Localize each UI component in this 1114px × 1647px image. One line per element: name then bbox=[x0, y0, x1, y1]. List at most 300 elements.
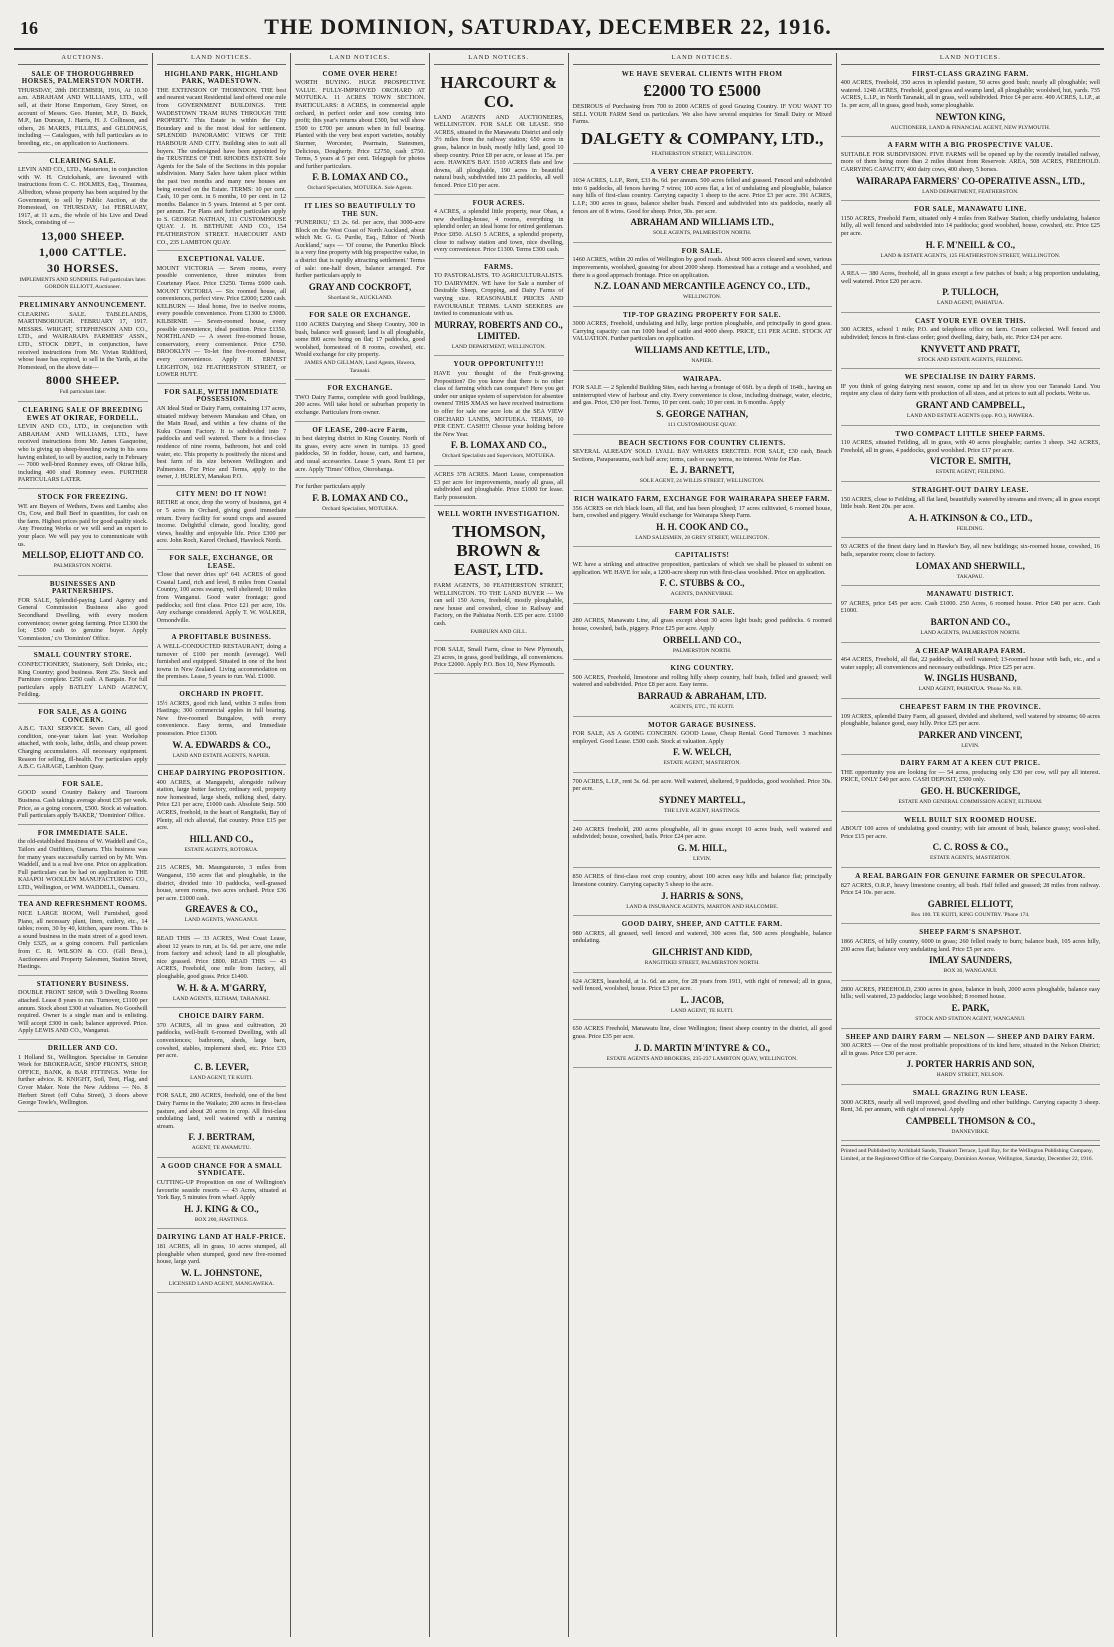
ad-body: HAVE you thought of the Fruit-growing Proposition? Do you know that there is no other class of farming which can compare? Here you get under our unique system of supervision for absentee owners! THIS XMAS we have received instructions to offer for sale one acre lots at the SEA VIEW ORCHARD LANDS, MOTUEKA. TERMS, 10 PER CENT. CASH!!! Choose your holding before the New Year. bbox=[433, 370, 564, 438]
ad-body: FOR SALE, AS A GOING CONCERN. GOOD Lease, Cheap Rental. Good Turnover. 3 machines employed. Good Lease. £500 cash. Stock at valuation. Apply bbox=[572, 730, 832, 745]
ad-address: RANGITIKEI STREET, PALMERSTON NORTH. bbox=[644, 960, 760, 966]
ad-body: WORTH BUYING. HUGE PROSPECTIVE VALUE. FULLY-IMPROVED ORCHARD AT MOTUEKA. 11 ACRES TOWN SECTION. PARTICULARS: 8 ACRES, in commercial apple orchard, in perfect order and now coming into profit; this year's returns about £300, but will show £500 to £700 per annum when in full bearing. Planted with the very best export varieties, notably Sturmer, Worcester, Pearmain, Statesmen, Delicious, Dougherty. Price £2750, cash £750. Terms, 5 years at 5 per cent. Telegraph for photos and further particulars. bbox=[295, 79, 425, 170]
classified-ad bbox=[18, 706, 148, 776]
ad-address: PALMERSTON NORTH. bbox=[672, 647, 732, 654]
ad-address: AGENTS, DANNEVIRKE. bbox=[670, 591, 734, 598]
ad-heading: FARM FOR SALE. bbox=[669, 607, 736, 616]
ad-heading: ORCHARD IN PROFIT. bbox=[179, 689, 264, 698]
ad-heading: CHOICE DAIRY FARM. bbox=[178, 1012, 265, 1021]
ad-address: THE LIVE AGENT, HASTINGS. bbox=[663, 808, 741, 815]
ad-heading: BEACH SECTIONS FOR COUNTRY CLIENTS. bbox=[618, 438, 786, 447]
ad-heading: FOR SALE. bbox=[681, 246, 723, 255]
ad-heading: YOUR OPPORTUNITY!!! bbox=[453, 360, 544, 369]
classified-ad bbox=[841, 983, 1100, 1029]
ad-heading: A VERY CHEAP PROPERTY. bbox=[650, 167, 754, 176]
classified-ad bbox=[157, 488, 287, 550]
ad-body: LEVIN AND CO., LTD., Masterton, in conjunction with W. H. Cruickshank, are favoured with instructions from C. C. HOLMES, Esq., Tiraumea, Alfredton, whose property has been acquired by the Government, to sell by Public Auction, at the Homestead, on THURSDAY, 1st FEBRUARY, 1917, at 11 a.m., the whole of his Live and Dead Stock, consisting of — bbox=[18, 166, 148, 227]
classified-ad bbox=[573, 166, 832, 243]
ad-body: DOUBLE FRONT SHOP, with 3 Dwelling Rooms attached. Lease 8 years to run. Turnover, £1100 per annum. Stock about £300 at valuation. No Goodwill required. Owner is a single man and is enlisting. Will accept £300 in cash; balance approved. Price. Apply LEWIS AND CO., Wanganui. bbox=[18, 989, 148, 1035]
ad-address: FEILDING. bbox=[956, 525, 984, 532]
ad-body: A.B.C. TAXI SERVICE. Seven Cars, all good condition, one-year taken last year. Workshop attached, with tools, lathe, drills, and cheap power. Charging accumulators. All necessary equipment. Reason for selling, ill-health. For particulars apply A.B.C. GARAGE, Lambton Quay. bbox=[18, 725, 148, 771]
ad-body: NICE LARGE ROOM, Well Furnished, good Piano, all necessary plant, linen, cutlery, etc., 14 tables; room, 30 by 40, kitchen, spare room. This is a sound business in the main street of a good town. Only £325, as a going concern. Full particulars from C. R. WILSON & CO. (Gill Bros.), Auctioneers and Property Salesmen, Station Street, Hastings. bbox=[18, 910, 148, 971]
classified-ad bbox=[18, 827, 148, 897]
ad-heading: IT LIES SO BEAUTIFULLY TO THE SUN. bbox=[304, 201, 416, 218]
ad-advertiser: A. H. ATKINSON & CO., LTD., bbox=[908, 512, 1033, 523]
ad-advertiser: WILLIAMS AND KETTLE, LTD., bbox=[634, 345, 770, 356]
ad-address: NAPIER. bbox=[691, 358, 713, 365]
classified-ad bbox=[434, 68, 564, 195]
ad-heading: A FARM WITH A BIG PROSPECTIVE VALUE. bbox=[887, 141, 1054, 150]
ad-body: LEVIN AND CO., LTD., in conjunction with ABRAHAM AND WILLIAMS, LTD., have received instructions from Mr. James Gasquoine, who is giving up sheep-breeding owing to his sons having enlisted, to sell by auction, early in February — 7000 well-bred Romney ewes, off Okirae hills, including 400 stud Romney ewes. FURTHER PARTICULARS LATER. bbox=[18, 423, 148, 484]
ad-body: 3000 ACRES, nearly all well improved, good dwelling and other buildings. Carrying capacity 3 sheep. Rent, 3d. per annum, with right of renewal. Apply bbox=[840, 1098, 1100, 1114]
ad-address: FAIRBURN AND GILL. bbox=[470, 628, 527, 635]
ad-body: CLEARING SALE. TABLELANDS, MARTINBOROUGH. FEBRUARY 17, 1917. MESSRS. WRIGHT, STEPHENSON AND CO., LTD., and WAIRARAPA FARMERS' ASSN., LTD., STOCK DEPT., in conjunction, have received instructions from Mr. Vivian Riddiford, whose lease has expired, to sell in the Yards, at the Homestead, on the above date— bbox=[18, 310, 148, 371]
ad-advertiser: SYDNEY MARTELL, bbox=[658, 795, 746, 806]
ad-address: HARDY STREET, NELSON. bbox=[936, 1072, 1005, 1079]
classified-ad bbox=[841, 870, 1100, 924]
ad-advertiser: GREAVES & CO., bbox=[185, 904, 258, 915]
ad-advertiser: IMLAY SAUNDERS, bbox=[928, 955, 1012, 966]
ad-body: 215 ACRES, Mt. Maungaturoto, 3 miles from Wanganui, 150 acres flat and ploughable, in the district, divided into 10 paddocks, well-grassed house, seven rooms, two acres orchard. Price £36 per acre. £1000 cash. bbox=[156, 864, 287, 902]
ad-heading: FOR SALE. bbox=[62, 779, 104, 788]
ad-amount: £2000 TO £5000 bbox=[643, 81, 761, 101]
classified-ad bbox=[573, 245, 832, 307]
ad-heading: SHEEP AND DAIRY FARM — NELSON — SHEEP AND DAIRY FARM. bbox=[845, 1032, 1095, 1041]
ad-address: LAND SALESMEN, 28 GREY STREET, WELLINGTON. bbox=[635, 534, 769, 541]
ad-address: Orchard Specialists, MOTUEKA. bbox=[322, 505, 398, 512]
ad-heading: CAST YOUR EYE OVER THIS. bbox=[914, 316, 1026, 325]
ad-body: CONFECTIONERY, Stationery, Soft Drinks, etc.; King Country; good business. Rent 25s. Stock and Furniture complete. £250 cash. A Bargain. For full particulars apply BATLEY LAND AGENCY, Feilding. bbox=[18, 661, 148, 699]
ad-heading: OF LEASE, 200-acre Farm, bbox=[312, 425, 408, 434]
classified-ad bbox=[295, 424, 425, 479]
classified-ad bbox=[573, 719, 832, 773]
classified-ad bbox=[573, 823, 832, 869]
ad-heading: A GOOD CHANCE FOR A SMALL SYNDICATE. bbox=[160, 1161, 283, 1178]
ad-advertiser: WAIRARAPA FARMERS' CO-OPERATIVE ASSN., LTD., bbox=[856, 175, 1085, 186]
ad-heading: STOCK FOR FREEZING. bbox=[37, 492, 129, 501]
ad-heading: MANAWATU DISTRICT. bbox=[926, 590, 1015, 599]
ad-address: LAND AND ESTATE AGENTS (opp. P.O.), HAWERA. bbox=[906, 413, 1034, 420]
ad-heading: A CHEAP WAIRARAPA FARM. bbox=[915, 646, 1026, 655]
ad-heading: COME OVER HERE! bbox=[322, 69, 398, 78]
ad-heading: CITY MEN! DO IT NOW! bbox=[176, 489, 267, 498]
ad-body: 464 ACRES, Freehold, all flat, 22 paddocks, all well watered; 13-roomed house with bath, etc., and a water supply; all conveniences and necessary outbuildings. Price £25 per acre. bbox=[840, 656, 1100, 671]
column-header: LAND NOTICES. bbox=[295, 53, 425, 65]
ad-address: LEVIN. bbox=[961, 742, 980, 749]
column-header: LAND NOTICES. bbox=[434, 53, 564, 65]
ad-body: 370 ACRES, all in grass and cultivation, 20 paddocks, well-built 6-roomed Dwelling, with all conveniences; bathroom, sheds, large barn, cowshed, stables, implement shed, etc. Price £33 per acre. bbox=[156, 1021, 287, 1060]
ad-heading: DAIRY FARM AT A KEEN CUT PRICE. bbox=[900, 759, 1041, 768]
classified-ad bbox=[841, 315, 1100, 369]
page-title: THE DOMINION, SATURDAY, DECEMBER 22, 1916. bbox=[264, 14, 832, 39]
classified-ad bbox=[841, 814, 1100, 868]
classified-ad bbox=[18, 404, 148, 489]
ad-body: 'PUNERIKU,' £3 2s. 6d. per acre, that 3000-acre Block on the West Coast of North Auckland, about which Mr. G. G. Purdie, Esq., Editor of 'North Auckland,' says — 'Of course, the Puneriku Block is a very fine property with big prospective value, in a district that is rapidly attracting settlement.' Terms of sale: one-half down, balance arranged. For further particulars apply to bbox=[295, 219, 425, 280]
ad-advertiser: PARKER AND VINCENT, bbox=[918, 729, 1023, 740]
classified-ad bbox=[157, 552, 287, 629]
ad-lot: 13,000 SHEEP. bbox=[40, 228, 125, 243]
classified-ad bbox=[157, 688, 287, 765]
classified-ad bbox=[295, 68, 425, 198]
ad-heading: FOR SALE, EXCHANGE, OR LEASE. bbox=[169, 554, 274, 570]
ad-body: 1100 ACRES Dairying and Sheep Country, 300 in bush, balance well grassed; land is all ploughable, some 800 acres being on flat; 17 paddocks, good woolshed, homestead of 8 rooms, cowshed, etc. Would exchange for city property. bbox=[295, 321, 425, 359]
ad-address: STOCK AND STATION AGENT, WANGANUI. bbox=[915, 1015, 1026, 1022]
ad-body: SEVERAL ALREADY SOLD. LYALL BAY WHARES ERECTED. FOR SALE, £30 cash, Beach Sections, Paraparaumu, each half acre; terms, cash or easy terms, no interest. Write for Plan. bbox=[572, 448, 832, 463]
ad-heading: TEA AND REFRESHMENT ROOMS. bbox=[18, 900, 148, 909]
ad-advertiser: GRANT AND CAMPBELL, bbox=[915, 400, 1025, 411]
ad-address: ESTATE AGENTS, ROTORUA. bbox=[184, 846, 259, 853]
ad-advertiser: J. HARRIS & SONS, bbox=[661, 890, 743, 901]
ad-body: 2800 ACRES, FREEHOLD, 2300 acres in grass, balance in bush, 2000 acres ploughable, balance easy hills; well watered, 23 paddocks; large woolshed; 8 roomed house. bbox=[840, 985, 1100, 1001]
ad-address: LAND DEPARTMENT, FEATHERSTON. bbox=[922, 188, 1019, 195]
classified-ad bbox=[841, 926, 1100, 980]
ad-body: For further particulars apply bbox=[295, 483, 366, 491]
ad-advertiser: E. J. BARNETT, bbox=[669, 465, 735, 476]
ad-body: 3000 ACRES, Freehold, undulating and hilly, large portion ploughable, and principally in good grass. Carrying capacity: can run 1000 head of cattle and 4000 sheep. PRICE, £11 PER ACRE. STOCK AT VALUATION. Further particulars on application. bbox=[572, 320, 832, 343]
ad-heading: SMALL COUNTRY STORE. bbox=[33, 651, 132, 660]
ad-address: ESTATE AND GENERAL COMMISSION AGENT, ELTHAM. bbox=[898, 799, 1043, 806]
ad-address: DANNEVIRKE. bbox=[951, 1128, 990, 1135]
ad-body: 624 ACRES, leasehold, at 1s. 6d. an acre, for 28 years from 1911, with right of renewal; all in grass, well fenced, woolshed, house. Price £3 per acre. bbox=[572, 977, 832, 993]
ad-body: THE opportunity you are looking for — 54 acres, producing only £30 per cow, will pay all interest. PRICE, ONLY £40 per acre. CASH DEPOSIT, £500 only. bbox=[840, 768, 1100, 784]
ad-address: LICENSED LAND AGENT, MANGAWEKA. bbox=[168, 1280, 275, 1287]
classified-ad bbox=[434, 261, 564, 357]
ad-heading: A PROFITABLE BUSINESS. bbox=[171, 633, 272, 642]
classified-ad bbox=[573, 493, 832, 547]
classified-ad bbox=[157, 631, 287, 686]
ad-heading: FARMS. bbox=[484, 262, 514, 271]
ad-address: JAMES AND GILLMAN, Land Agents, Hawera, Taranaki. bbox=[304, 360, 416, 374]
ad-advertiser: NEWTON KING, bbox=[935, 111, 1006, 122]
ad-body: 1150 ACRES, Freehold Farm, situated only 4 miles from Railway Station, chiefly undulating, balance hilly, all well fenced and subdivided into 14 paddocks; good woolshed, house, cowshed, etc. Price £25 per acre. bbox=[840, 214, 1100, 237]
classified-ad bbox=[434, 643, 564, 674]
ad-body: CUTTING-UP Proposition on one of Wellington's favourite seaside resorts — 43 Acres, situated at York Bay, 5 minutes from wharf. Apply bbox=[156, 1179, 287, 1202]
ad-body: TWO Dairy Farms, complete with good buildings, 200 acres. Will take hotel or suburban property in exchange. Particulars from owner. bbox=[295, 393, 425, 416]
classified-ad bbox=[18, 1042, 148, 1112]
ad-body: A REA — 380 Acres, freehold, all in grass except a few patches of bush; a big proportion undulating, well watered. Price £20 per acre. bbox=[840, 270, 1100, 285]
ad-body: GOOD sound Country Bakery and Tearoom Business. Cash takings average about £35 per week. Price, as a going concern, £500. Stock at valuation. Full particulars apply 'BAKER,' 'Dominion' Office. bbox=[18, 789, 148, 820]
classified-ad bbox=[18, 68, 148, 153]
ad-body: SUITABLE FOR SUBDIVISION. FIVE FARMS will be opened up by the recently installed railway, more of them being more than 2 miles distant from Reservoir. AREA, 508 ACRES, FREEHOLD. CARRYING CAPACITY, 400 dairy cows, 400 sheep, 5 horses. bbox=[840, 150, 1100, 173]
ad-heading: A REAL BARGAIN FOR GENUINE FARMER OR SPECULATOR. bbox=[855, 872, 1086, 881]
ad-body: 4 ACRES, a splendid little property, near Ohau, a new dwelling-house, 4 rooms, everything in splendid order; an ideal home for retired gentleman. Price £850. ALSO 5 ACRES, a splendid property, close to railway station and town, nice dwelling, every convenience. Price £1300. Terms £300 cash. bbox=[433, 208, 564, 254]
classified-ad bbox=[841, 757, 1100, 811]
ad-address: LAND AGENT, PAHIATUA. 'Phone No. 8 B. bbox=[918, 686, 1023, 693]
ad-heading: CLEARING SALE. bbox=[49, 156, 117, 165]
classified-ad bbox=[841, 701, 1100, 755]
ad-advertiser: F. C. STUBBS & CO., bbox=[659, 578, 745, 589]
classified-ad bbox=[18, 299, 148, 402]
ad-address: LAND AGENT, PAHIATUA. bbox=[936, 300, 1004, 307]
ad-lot: 8000 SHEEP. bbox=[45, 373, 120, 388]
ad-address: ESTATE AGENT, MASTERTON. bbox=[663, 760, 741, 767]
ad-heading: WELL BUILT SIX ROOMED HOUSE. bbox=[903, 815, 1037, 824]
classified-ad bbox=[295, 309, 425, 380]
ad-heading: FOR SALE, MANAWATU LINE. bbox=[914, 205, 1027, 214]
ad-advertiser: ABRAHAM AND WILLIAMS LTD., bbox=[630, 217, 774, 228]
column-header: LAND NOTICES. bbox=[573, 53, 832, 65]
ad-heading: CHEAPEST FARM IN THE PROVINCE. bbox=[899, 702, 1042, 711]
ad-body: 400 ACRES, at Mangapehi, alongside railway station, large butter factory, ordinary soil, property now homestead, large sheds, milking shed, dairy. Price £21 per acre, £1000 cash. Absolute Snip. 500 ACRES, freehold, in the heart of Rangitaiki, Bay of Plenty, all rich alluvial, flat country. Price £15 per acre. bbox=[156, 778, 287, 832]
ad-body: in best dairying district in King Country. North of its grass, every acre sown in turnips. 13 good paddocks, 50 in fodder, house, cart, and harness, and usual accessories. Lease 5 years. Rent £1 per acre. Apply 'Times' Office, Otorohanga. bbox=[295, 435, 425, 473]
ad-body: FOR SALE, Small Farm, close to New Plymouth, 23 acres, in grass, good buildings, all conveniences. Price £2000. Apply P.O. Box 10, New Plymouth. bbox=[433, 646, 564, 669]
classified-ad bbox=[573, 606, 832, 660]
classified-ad bbox=[295, 480, 425, 518]
ad-address: PALMERSTON NORTH. bbox=[53, 563, 113, 570]
ad-body: 400 ACRES, Freehold, 350 acres in splendid pasture, 50 acres good bush; nearly all ploughable; well watered. 1248 ACRES, Freehold, good grass and swamp land, all ploughable; woolshed, hut, yards. 735 ACRES, L.I.P., in North Taranaki, all in grass, well subdivided. Price £4 per acre. 400 ACRES, L.I.P., at 1s. per acre, all in grass, good bush, some ploughable. bbox=[840, 79, 1100, 109]
ad-body: THURSDAY, 28th DECEMBER, 1916, At 10.30 a.m. ABRAHAM AND WILLIAMS, LTD., will sell, at their Horse Emporium, Grey Street, on account of Messrs. Geo. Hunter, M.P., D. Buick, M.P., Ian Duncan, J. Harris, H. J. Collinson, and others, 26 MARES, FILLIES, and GELDINGS, including — Catalogues, with full particulars as to breeding, etc., on application to Auctioneers. bbox=[18, 86, 148, 147]
classified-ad bbox=[18, 578, 148, 648]
ad-address: WELLINGTON. bbox=[682, 294, 722, 301]
ad-body: 300 ACRES, school 1 mile; P.O. and telephone office on farm. Cream collected. Well fenced and subdivided; fences in first-class order; good dwelling, dairy, bails, etc. Price £24 per acre. bbox=[840, 326, 1100, 342]
ad-lot: 30 HORSES. bbox=[46, 260, 119, 275]
ad-advertiser: W. A. EDWARDS & CO., bbox=[172, 739, 271, 750]
classified-ad bbox=[841, 1031, 1100, 1085]
ad-advertiser: HILL AND CO., bbox=[189, 833, 254, 844]
ad-list bbox=[573, 166, 832, 1069]
ad-heading: SALE OF THOROUGHBRED HORSES, PALMERSTON NORTH. bbox=[21, 69, 144, 86]
ad-advertiser: L. JACOB, bbox=[680, 994, 724, 1005]
ad-advertiser: THOMSON, BROWN & EAST, LTD. bbox=[452, 521, 546, 579]
ad-advertiser: KNYVETT AND PRATT, bbox=[920, 343, 1020, 354]
ad-body: 650 ACRES Freehold, Manawatu line, close Wellington; finest sheep country in the district, all good grass. Price £35 per acre. bbox=[572, 1025, 832, 1040]
ad-body: FOR SALE — 2 Splendid Building Sites, each having a frontage of 66ft. by a depth of 164ft., having an uninterrupted view of harbour and city. Every convenience is close, including drainage, water, electric, and gas. Price, £30 per foot. Terms, 10 per cent. cash; 10 per cent. in 6 months. Apply bbox=[572, 384, 832, 407]
ad-body: ACRES 378 ACRES. Maori Lease, compensation £3 per acre for improvements, nearly all grass, all subdivided and ploughable. Price £1000 for lease. Early possession. bbox=[433, 470, 564, 501]
ad-advertiser: F. J. BERTRAM, bbox=[188, 1132, 255, 1143]
ad-address: LAND DEPARTMENT, WELLINGTON. bbox=[451, 343, 546, 350]
ad-body: 15½ ACRES, good rich land, within 3 miles from Hastings; 300 commercial apples in full bearing. New five-roomed Bungalow, with every convenience. Easy terms, and Immediate possession. Price £1300. bbox=[156, 699, 287, 737]
ad-advertiser: ORBELL AND CO., bbox=[662, 634, 742, 645]
ad-heading: CHEAP DAIRYING PROPOSITION. bbox=[157, 769, 286, 778]
column-land-notices-4 bbox=[569, 53, 837, 1637]
ad-advertiser: F. B. LOMAX AND CO., bbox=[312, 172, 408, 183]
ad-advertiser: BARRAUD & ABRAHAM, LTD. bbox=[637, 690, 767, 701]
ad-advertiser: GILCHRIST AND KIDD, bbox=[652, 947, 753, 957]
ad-body: 93 ACRES of the finest dairy land in Hawke's Bay, all new buildings; six-roomed house, cowshed, 16 bails, separator room; close to factory. bbox=[840, 543, 1100, 558]
ad-advertiser: HARCOURT & CO. bbox=[440, 72, 558, 111]
ad-body: 110 ACRES, situated Feilding, all in grass, with 40 acres ploughable; carries 3 sheep. 342 ACRES, Freehold, all in grass, 4 paddocks, good woolshed. Price £17 per acre. bbox=[840, 439, 1100, 454]
classified-ad bbox=[18, 898, 148, 975]
column-land-notices-2 bbox=[291, 53, 430, 1637]
classified-ad bbox=[157, 1160, 287, 1230]
ad-heading: HIGHLAND PARK, HIGHLAND PARK, WADESTOWN. bbox=[164, 69, 279, 86]
ad-advertiser: BARTON AND CO., bbox=[930, 616, 1011, 627]
ad-advertiser: GEO. H. BUCKERIDGE, bbox=[920, 786, 1021, 797]
ad-heading: SMALL GRAZING RUN LEASE. bbox=[912, 1088, 1028, 1097]
classified-ad bbox=[841, 68, 1100, 138]
ad-heading: DRILLER AND CO. bbox=[47, 1043, 118, 1052]
ad-body: 827 ACRES, O.R.P., heavy limestone country, all bush. Half felled and grassed; 28 miles from railway. Price £4 10s. per acre. bbox=[840, 881, 1100, 897]
ad-address: LAND AGENTS, WANGANUI. bbox=[184, 917, 259, 924]
classified-ad bbox=[573, 775, 832, 821]
classified-ad bbox=[157, 767, 287, 859]
classified-ad bbox=[18, 649, 148, 704]
classified-ad bbox=[573, 549, 832, 603]
ad-advertiser: MELLSOP, ELIOTT AND CO. bbox=[22, 550, 144, 561]
ad-advertiser: H. F. M'NEILL & CO., bbox=[925, 239, 1015, 250]
classified-ad bbox=[573, 309, 832, 371]
ad-advertiser: H. J. KING & CO., bbox=[184, 1203, 259, 1214]
ad-body: 300 ACRES — One of the most profitable propositions of its kind here, situated in the Nelson District; all in grass. Price £30 per acre. bbox=[840, 1042, 1100, 1057]
ad-address: Orchard Specialists and Supervisors, MOTUEKA. bbox=[442, 453, 556, 460]
ad-address: 111 CUSTOMHOUSE QUAY. bbox=[667, 422, 737, 429]
ad-heading: DAIRYING LAND AT HALF-PRICE. bbox=[156, 1233, 286, 1242]
ad-advertiser: W. INGLIS HUSBAND, bbox=[924, 673, 1017, 684]
ad-address: Full particulars later. bbox=[59, 389, 107, 396]
ad-body: 1866 ACRES, of hilly country, 6000 in grass; 260 felled ready to burn; balance bush, 105 acres hilly, 200 acres flat; balance very undulating land. Price £5 per acre. bbox=[840, 938, 1100, 953]
ad-address: BOX 200, HASTINGS. bbox=[194, 1216, 249, 1223]
ad-lot: 1,000 CATTLE. bbox=[38, 244, 127, 259]
classified-ad bbox=[157, 861, 287, 930]
ad-body: 700 ACRES, L.I.P., rent 3s. 6d. per acre. Well watered, sheltered, 9 paddocks, good woolshed. Price 30s. per acre. bbox=[572, 777, 832, 793]
ad-address: IMPLEMENTS AND SUNDRIES. Full particulars later. GORDON ELLIOTT, Auctioneer. bbox=[19, 276, 147, 291]
column-header: LAND NOTICES. bbox=[841, 53, 1100, 65]
ad-address: ESTATE AGENT, FEILDING. bbox=[935, 469, 1006, 476]
ad-heading: STRAIGHT-OUT DAIRY LEASE. bbox=[911, 486, 1029, 494]
classified-ad bbox=[841, 540, 1100, 586]
ad-advertiser: F. B. LOMAX AND CO., bbox=[312, 492, 408, 503]
ad-address: FEATHERSTON STREET, WELLINGTON. bbox=[651, 150, 753, 157]
classified-ad bbox=[573, 662, 832, 716]
ad-advertiser: E. PARK, bbox=[951, 1002, 990, 1013]
ad-advertiser: P. TULLOCH, bbox=[942, 287, 999, 298]
ad-advertiser: VICTOR E. SMITH, bbox=[929, 456, 1011, 467]
ad-heading: CLEARING SALE OF BREEDING EWES AT OKIRAE, FORDELL. bbox=[22, 406, 144, 422]
column-land-notices-3 bbox=[430, 53, 569, 1637]
ad-address: LAND & ESTATE AGENTS, 125 FEATHERSTON STREET, WELLINGTON. bbox=[880, 252, 1061, 259]
ad-heading: WELL WORTH INVESTIGATION. bbox=[437, 510, 560, 519]
ad-body: AN Ideal Stud or Dairy Farm, containing 137 acres, situated midway between Manakau and Ohau, on the Main Road, and within a few chains of the Kuku Cream Factory. It is subdivided into 7 paddocks and well watered. There is a first-class residence of nine rooms, bathroom, hot and cold water, etc. This property is positively the nicest and best farm of its size between Wellington and Palmerston. For Price and Terms, apply to the owner, J. HURLEY, Manakau P.O. bbox=[156, 404, 287, 481]
classified-ad bbox=[18, 155, 148, 298]
ad-address: LAND AGENTS, PALMERSTON NORTH. bbox=[920, 629, 1021, 636]
ad-body: 150 ACRES, close to Feilding, all flat land, beautifully watered by streams and rivers; all in grass except little bush. Rent 20s. per acre. bbox=[840, 495, 1100, 511]
ad-heading: FOR SALE, WITH IMMEDIATE POSSESSION. bbox=[164, 387, 279, 404]
ad-address: AUCTIONEER, LAND & FINANCIAL AGENT, NEW PLYMOUTH. bbox=[890, 124, 1051, 131]
ad-address: STOCK AND ESTATE AGENTS, FEILDING. bbox=[917, 356, 1024, 363]
ad-body: 97 ACRES, price £45 per acre. Cash £1000. 250 Acres, 6 roomed house. Price £40 per acre. Cash £1000. bbox=[840, 599, 1100, 615]
classified-ad bbox=[157, 68, 287, 252]
column-header: AUCTIONS. bbox=[18, 53, 148, 65]
ad-body: FOR SALE, 280 ACRES, freehold, one of the best Dairy Farms in the Waikato; 200 acres in first-class pasture, and about 20 acres in crop. All first-class undulating land, well watered with a running stream. bbox=[156, 1092, 287, 1130]
classified-ad bbox=[18, 978, 148, 1040]
columns bbox=[14, 53, 1104, 1637]
classified-ad bbox=[573, 373, 832, 435]
column-land-notices-1 bbox=[153, 53, 292, 1637]
ad-body: 1034 ACRES, L.I.P., Rent, £33 8s. 6d. per annum. 500 acres felled and grassed. Fenced and subdivided into 6 paddocks, all fences having 7 wires; 100 acres flat, a lot of undulating and ploughable, balance easy hills of first-class country. Carrying capacity 1 sheep to the acre. Price £3 per acre. 391 ACRES, L.I.P.; 300 acres in grass, balance shelter bush. Fenced and subdivided into six paddocks, nearly all fences are of 8 wires. Good for sheep. Price, 30s. per acre. bbox=[572, 177, 832, 215]
ad-address: BOX 30, WANGANUI. bbox=[943, 968, 998, 975]
classified-ad bbox=[573, 975, 832, 1021]
ad-heading: WE SPECIALISE IN DAIRY FARMS. bbox=[904, 373, 1036, 382]
ad-heading: FOR SALE OR EXCHANGE. bbox=[309, 311, 411, 320]
classified-ad bbox=[157, 932, 287, 1008]
ad-heading: RICH WAIKATO FARM, EXCHANGE FOR WAIRARAPA SHEEP FARM. bbox=[574, 495, 830, 503]
ad-advertiser: J. D. MARTIN M'INTYRE & CO., bbox=[634, 1042, 770, 1053]
ad-address: SOLE AGENT, 24 WILLIS STREET, WELLINGTON. bbox=[639, 478, 765, 485]
ad-body: MOUNT VICTORIA — Seven rooms, every possible convenience, three minutes from Courtenay Place. Price £3250. Terms £600 cash. MOUNT VICTORIA — Six roomed house, all conveniences, perfect view. Price £2000; £200 cash. KELBURN — Ideal home, five to twelve rooms, every possible convenience. From £1300 to £3000. KILBIRNIE — Seven-roomed house, every possible convenience, ideal position. Price £1350. NORTHLAND — A sweet five-roomed house, conservatory, every convenience. Price £750. BROOKLYN — To-let fine five-roomed house, every convenience. Apply H. ERNEST LEIGHTON, 162 FEATHERSTON STREET, or LOWER HUTT. bbox=[156, 264, 287, 379]
ad-body: 181 ACRES, all in grass, 10 acres stumped, all ploughable when stumped, good new five-roomed house, large yard. bbox=[156, 1243, 287, 1266]
ad-address: SOLE AGENTS, PALMERSTON NORTH. bbox=[652, 230, 752, 237]
ad-advertiser: S. GEORGE NATHAN, bbox=[656, 409, 749, 420]
column-land-notices-5 bbox=[837, 53, 1104, 1637]
classified-ad bbox=[157, 1231, 287, 1293]
ad-heading: MOTOR GARAGE BUSINESS. bbox=[648, 720, 757, 729]
ad-advertiser: W. L. JOHNSTONE, bbox=[181, 1267, 262, 1278]
ad-address: AGENT, TE AWAMUTU. bbox=[191, 1145, 252, 1152]
ad-heading: FOR SALE, AS A GOING CONCERN. bbox=[38, 708, 128, 724]
ad-address: LAND & INSURANCE AGENTS, MARTON AND HALCOMBE. bbox=[626, 903, 779, 910]
classified-ad bbox=[157, 1010, 287, 1087]
ad-body: 280 ACRES, Manawatu Line, all grass except about 30 acres light bush; good paddocks. 6 roomed house, cowshed, bails, piggery. Price £25 per acre. Apply bbox=[572, 617, 832, 632]
classified-ad bbox=[434, 197, 564, 259]
classified-ad bbox=[295, 382, 425, 421]
ad-heading: TIP-TOP GRAZING PROPERTY FOR SALE. bbox=[623, 310, 782, 319]
classified-ad bbox=[18, 491, 148, 576]
classified-ad bbox=[573, 1022, 832, 1068]
ad-body: 850 ACRES of first-class root crop country, about 100 acres easy hills and balance flat; principally limestone country. Carrying capacity 5 sheep to the acre. bbox=[572, 873, 832, 889]
ad-address: Box 100. TE KUITI, KING COUNTRY. 'Phone 174. bbox=[911, 911, 1030, 918]
ad-address: ESTATE AGENTS AND BROKERS, 235-237 LAMBTON QUAY, WELLINGTON. bbox=[606, 1055, 798, 1062]
ad-address: Shortland St., AUCKLAND. bbox=[327, 294, 393, 301]
ad-body: WE are Buyers of Wethers, Ewes and Lambs; also Ox, Cow, and Bull Beef in quantities, for cash on the farm. Highest prices paid for good quality stock. Any Freezing Works or we will send an expert to your place. We will pay you to communicate with us. bbox=[18, 502, 148, 548]
ad-body: WE have a striking and attractive proposition, particulars of which we shall be pleased to submit on application. WE HAVE for sale, a 1200-acre sheep run with first-class woolshed. Price on application. bbox=[572, 560, 832, 576]
ad-heading: TWO COMPACT LITTLE SHEEP FARMS. bbox=[895, 429, 1046, 438]
classified-ad bbox=[157, 253, 287, 384]
ad-advertiser: C. C. ROSS & CO., bbox=[932, 842, 1009, 853]
ad-body: RETIRE at once, drop the worry of business, get 4 or 5 acres in Orchard, giving good immediate return. Every facility for sound crops and assured income. Delightful climate, good locality, good views, healthy and enjoyable life. Price £300 per acre. John Roch, Karorl Orchard, Havelock North. bbox=[156, 499, 287, 545]
ad-address: LEVIN. bbox=[693, 855, 712, 862]
ad-body: LAND AGENTS AND AUCTIONEERS, WELLINGTON. FOR SALE OR LEASE. 950 ACRES, situated in the Manawatu District and only 3½ miles from the railway station; 650 acres in grass, balance in bush, mostly hilly land, good 10 sheep country. Price £8 per acre, or lease at 15s. per acre. HAWKE'S BAY. 1510 ACRES flats and low downs, all ploughable, 190 acres in beautiful natural bush, subdivided into 23 paddocks, all well fenced. Price £10 per acre. bbox=[433, 113, 564, 189]
ad-heading: GOOD DAIRY, SHEEP, AND CATTLE FARM. bbox=[621, 920, 783, 929]
classified-ad bbox=[434, 358, 564, 466]
ad-advertiser: F. W. WELCH, bbox=[672, 747, 732, 758]
ad-body: THE EXTENSION OF THORNDON. THE best and nearest vacant Residential land offered one mile from GOVERNMENT BUILDINGS. THE WADESTOWN TRAM RUNS THROUGH THE PROPERTY. This Estate is within the City Boundary and is the most ideal for settlement. SPLENDID PANORAMIC VIEWS OF THE HARBOUR AND CITY. Building sites to suit all buyers. The undersigned have been appointed by the TRUSTEES OF THE RHODES ESTATE Sole Agents for the Sale of the Sections in this popular subdivision. Many Sales have taken place within the past two months and many new houses are being erected on the Estate. TERMS: 10 per cent. Cash, 10 per cent. in 6 months, 10 per cent. in 12 months. Balance in 5 years. Interest at 5 per cent. per annum. For Plans and further particulars apply to S. GEORGE NATHAN, 111 CUSTOMHOUSE QUAY. J. H. BETHUNE AND CO., 154 FEATHERSTON STREET. HARCOURT AND CO., 235 LAMBTON QUAY. bbox=[156, 86, 287, 246]
ad-advertiser: N.Z. LOAN AND MERCANTILE AGENCY CO., LTD., bbox=[594, 281, 811, 292]
ad-advertiser: CAMPBELL THOMSON & CO., bbox=[905, 1115, 1036, 1126]
ad-advertiser: GABRIEL ELLIOTT, bbox=[927, 898, 1014, 909]
classified-ad bbox=[573, 437, 832, 491]
classified-ad bbox=[841, 588, 1100, 642]
classified-ad bbox=[295, 200, 425, 308]
ad-advertiser: C. B. LEVER, bbox=[194, 1061, 249, 1072]
ad-heading: FOR EXCHANGE. bbox=[327, 384, 393, 393]
classified-ad bbox=[18, 778, 148, 825]
ad-body: A WELL-CONDUCTED RESTAURANT, doing a turnover of £100 per month (average). Well furnished and equipped. Situated in one of the best towns in New Zealand. Living accommodation on the premises. Lease, 5 years to run. Wal. £1000. bbox=[156, 642, 287, 681]
classified-ad bbox=[841, 267, 1100, 313]
ad-address: Orchard Specialists, MOTUEKA. Sole Agents. bbox=[307, 185, 413, 192]
ad-heading: PRELIMINARY ANNOUNCEMENT. bbox=[19, 301, 147, 310]
ad-advertiser: G. M. HILL, bbox=[677, 842, 727, 853]
ad-address: TAKAPAU. bbox=[956, 573, 984, 580]
ad-address: LAND AGENTS, ELTHAM, TARANAKI. bbox=[172, 995, 270, 1002]
classified-ad bbox=[841, 203, 1100, 265]
ad-heading: WAIRAPA. bbox=[682, 374, 722, 383]
ad-address: AGENTS, ETC., TE KUITI. bbox=[669, 703, 735, 710]
ad-body: FARM AGENTS, 30 FEATHERSTON STREET, WELLINGTON. TO THE LAND BUYER — We can sell 150 Acres, freehold, mostly ploughable, new house and cowshed, close to Railway and Factory, on the Pahiatua North. £35 per acre. £1100 cash. bbox=[433, 581, 564, 627]
classified-ad bbox=[434, 508, 564, 641]
ad-body: IF you think of going dairying next season, come up and let us show you our Taranaki Land. You require any class of dairy farm with production of all sizes, and at prices to suit all pockets. Write us. bbox=[840, 382, 1100, 398]
ad-heading: SHEEP FARM'S SNAPSHOT. bbox=[919, 928, 1022, 937]
ad-advertiser: F. B. LOMAX AND CO., bbox=[450, 440, 547, 451]
ad-body: DESIROUS of Purchasing from 700 to 2000 ACRES of good Grazing Country. IF YOU WANT TO SELL YOUR FARM Send us particulars. We also have several enquiries for Small Dairy or Mixed Farms. bbox=[572, 103, 832, 126]
page-number: 16 bbox=[20, 18, 38, 38]
column-header: LAND NOTICES. bbox=[157, 53, 287, 65]
clients-ad bbox=[573, 68, 832, 164]
classified-ad bbox=[573, 918, 832, 972]
classified-ad bbox=[434, 468, 564, 506]
ad-address: LAND AND ESTATE AGENTS, NAPIER. bbox=[172, 752, 271, 759]
ad-advertiser: LOMAX AND SHERWILL, bbox=[915, 560, 1025, 571]
ad-body: the old-established Business of W. Waddell and Co., Tailors and Outfitters, Oamaru. This business was for many years successfully carried on by Mr. Wm. Waddell, and is a real live one. Price on application. Full particulars can be had on application to THE KAIAPOI WOOLLEN MANUFACTURING CO., LTD., Wellington, or WM. WADDELL, Oamaru. bbox=[18, 838, 148, 891]
